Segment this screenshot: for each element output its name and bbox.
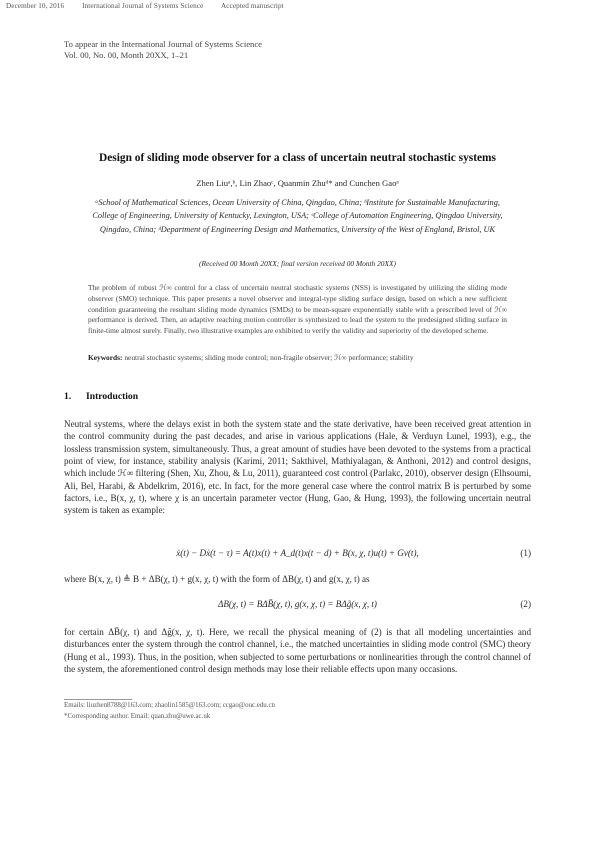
keywords	[88, 353, 507, 362]
header-date: December 10, 2016	[6, 2, 65, 10]
section-title: Introduction	[86, 391, 139, 402]
footnote-divider	[64, 699, 132, 700]
running-header	[6, 2, 300, 10]
author-list: Zhen Liuᵃ,ᵇ, Lin Zhaoᶜ, Quanmin Zhuᵈ* and Cunchen Gaoᵃ	[196, 178, 399, 188]
footnote-emails: Emails: liuzhen8788@163.com; zhaolin1585@163.com; ccgao@ouc.edu.cn	[64, 702, 275, 709]
keywords-text: neutral stochastic systems; sliding mode control; non-fragile observer; ℋ∞ performance; stability	[124, 353, 414, 362]
intro-paragraph-2: for certain ΔB̄(χ, t) and Δg̃(x, χ, t). Here, we recall the physical meaning of (2) is that all modeling uncertainties and disturbances enter the system through the control channel, i.e., the matched uncertainties in sliding mode control (SMC) theory (Hung et al., 1993). Thus, in the position, when subjected to some perturbations or nonlinearities through the control channel of the system, the aforementioned control design methods may lose their reliable effects upon many occasions.	[64, 627, 531, 675]
journal-appearance-line: To appear in the International Journal of Systems Science	[64, 39, 262, 49]
abstract: The problem of robust ℋ∞ control for a class of uncertain neutral stochastic systems (NSS) is investigated by utilizing the sliding mode observer (SMO) technique. This paper presents a novel observer and integral-type sliding surface design, based on which a new sufficient condition guaranteeing the resultant sliding mode dynamics (SMDs) to be mean-square exponentially stable with a prescribed level of ℋ∞ performance is derived. Then, an adaptive reaching motion controller is synthesized to lead the system to the predesigned sliding surface in finite-time almost surely. Finally, two illustrative examples are exhibited to verify the validity and superiority of the developed scheme.	[88, 283, 507, 336]
footnote-corresponding-author: *Corresponding author. Email: quan.zhu@uwe.ac.uk	[64, 713, 211, 720]
header-status: Accepted manuscript	[220, 2, 284, 10]
journal-volume-line: Vol. 00, No. 00, Month 20XX, 1–21	[64, 50, 189, 60]
section-number: 1.	[64, 391, 72, 402]
equation-1-number: (1)	[520, 548, 531, 558]
equation-2-body: ΔB(χ, t) = BΔB̄(χ, t), g(x, χ, t) = BΔg̃(x, χ, t)	[218, 599, 377, 609]
where-line: where B(x, χ, t) ≜ B + ΔB(χ, t) + g(x, χ, t) with the form of ΔB(χ, t) and g(x, χ, t) as	[64, 574, 370, 584]
intro-paragraph-1: Neutral systems, where the delays exist in both the system state and the state derivative, have been received great attention in the control community during the past decades, and arise in various applications (Hale, & Verduyn Lunel, 1993), e.g., the lossless transmission system, simultaneously. Thus, a great amount of studies have been devoted to the systems from a practical point of view, for instance, stability analysis (Karimi, 2011; Sakthivel, Mathiyalagan, & Anthoni, 2012) and control designs, which include ℋ∞ filtering (Shen, Xu, Zhou, & Lu, 2011), guaranteed cost control (Parlakc, 2010), observer design (Elhsoumi, Ali, Bel, Harabi, & Abdelkrim, 2016), etc. In fact, for the more general case where the control matrix B is perturbed by some factors, i.e., B(x, χ, t), where χ is an uncertain parameter vector (Hung, Gao, & Hung, 1993), the following uncertain neutral system is taken as example:	[64, 419, 531, 516]
equation-1-body: ẋ(t) − Dẋ(t − τ) = A(t)x(t) + A_d(t)x(t − d) + B(x, χ, t)u(t) + Gv(t),	[176, 548, 419, 558]
equation-2-number: (2)	[520, 599, 531, 609]
received-dates: (Received 00 Month 20XX; final version received 00 Month 20XX)	[199, 259, 396, 268]
affiliations: ᵃSchool of Mathematical Sciences, Ocean University of China, Qingdao, China; ᵇInstitute for Sustainable Manufacturing, College of Engineering, University of Kentucky, Lexington, USA; ᶜCollege of Automation Engineering, Qingdao University, Qingdao, China; ᵈDepartment of Engineering Design and Mathematics, University of the West of England, Bristol, UK	[92, 198, 503, 234]
keywords-label: Keywords:	[88, 353, 123, 362]
section-heading	[64, 391, 138, 402]
paper-title: Design of sliding mode observer for a class of uncertain neutral stochastic systems	[99, 152, 496, 164]
header-journal: International Journal of Systems Science	[82, 2, 204, 10]
